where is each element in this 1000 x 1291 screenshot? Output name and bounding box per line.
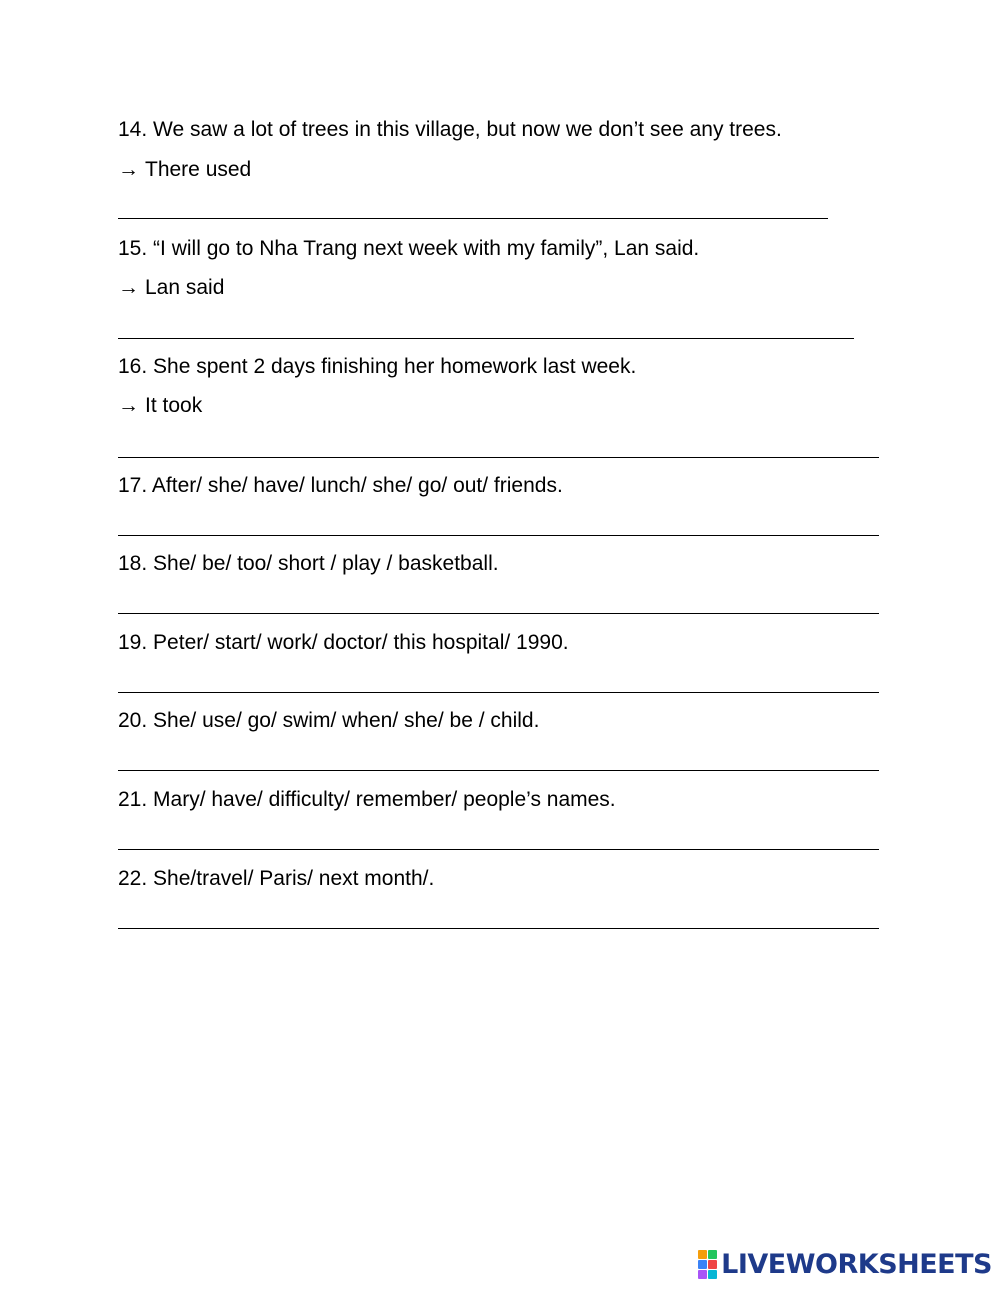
question-number: 21. [118,788,148,811]
answer-line-16[interactable] [118,457,879,458]
logo-block [708,1250,717,1259]
answer-line-18[interactable] [118,613,879,614]
question-22 [118,866,434,892]
question-prompt: She/travel/ Paris/ next month/. [153,867,435,890]
answer-line-20[interactable] [118,770,879,771]
logo-block [698,1260,707,1269]
question-16 [118,354,636,380]
answer-starter-16 [118,393,202,419]
question-number: 22. [118,867,148,890]
starter-text: It took [145,394,203,417]
question-prompt: We saw a lot of trees in this village, but now we don’t see any trees. [153,118,782,141]
logo-block [708,1260,717,1269]
question-prompt: Peter/ start/ work/ doctor/ this hospital/ 1990. [153,631,569,654]
question-number: 14. [118,118,148,141]
question-prompt: She/ use/ go/ swim/ when/ she/ be / child. [153,709,540,732]
question-prompt: Mary/ have/ difficulty/ remember/ people’s names. [153,788,616,811]
starter-text: There used [145,158,252,181]
answer-line-19[interactable] [118,692,879,693]
answer-starter-15 [118,275,224,301]
answer-line-22[interactable] [118,928,879,929]
answer-starter-14 [118,157,251,183]
question-prompt: She/ be/ too/ short / play / basketball. [153,552,499,575]
arrow-right-icon: → [118,394,139,417]
liveworksheets-logo [698,1249,992,1279]
question-21 [118,787,616,813]
answer-line-14[interactable] [118,218,828,219]
answer-line-17[interactable] [118,535,879,536]
logo-block [708,1270,717,1279]
question-prompt: After/ she/ have/ lunch/ she/ go/ out/ friends. [151,474,563,497]
logo-text: LIVEWORKSHEETS [721,1248,992,1280]
starter-text: Lan said [145,276,225,299]
answer-line-15[interactable] [118,338,854,339]
answer-line-21[interactable] [118,849,879,850]
arrow-right-icon: → [118,158,139,181]
question-number: 15. [118,237,148,260]
question-17 [118,473,563,499]
logo-block [698,1250,707,1259]
question-15 [118,236,699,262]
question-number: 20. [118,709,148,732]
logo-block [698,1270,707,1279]
question-number: 18. [118,552,148,575]
question-prompt: She spent 2 days finishing her homework last week. [153,355,637,378]
question-19 [118,630,569,656]
arrow-right-icon: → [118,276,139,299]
question-20 [118,708,539,734]
question-prompt: “I will go to Nha Trang next week with my family”, Lan said. [153,237,700,260]
question-number: 16. [118,355,148,378]
question-14 [118,117,782,143]
question-number: 19. [118,631,148,654]
question-number: 17. [118,474,148,497]
logo-blocks-icon [698,1250,717,1279]
question-18 [118,551,499,577]
